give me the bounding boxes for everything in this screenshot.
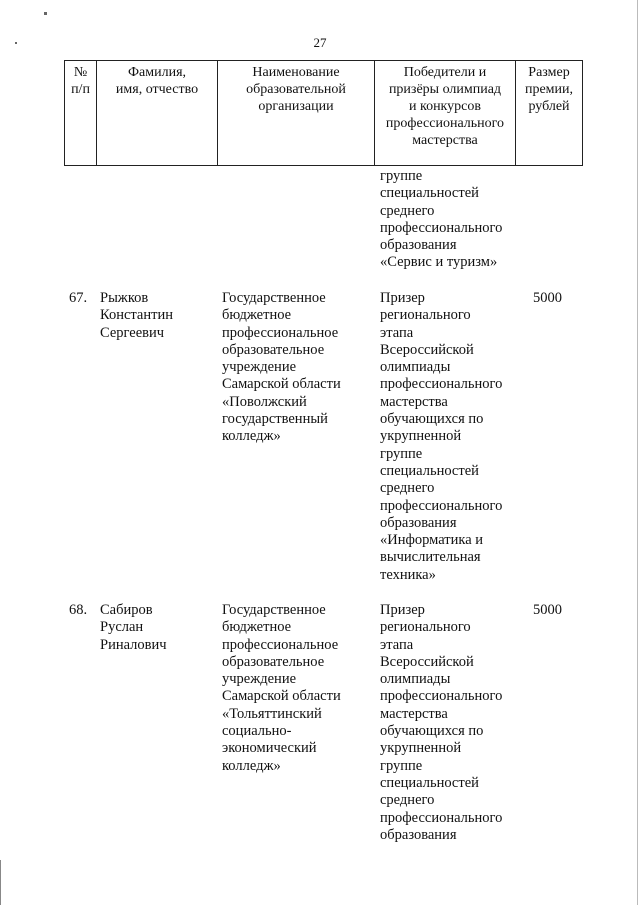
row-name: Сабиров Руслан Риналович — [100, 602, 167, 653]
row-name: Рыжков Константин Сергеевич — [100, 290, 173, 341]
header-prize: Размер премии, рублей — [516, 61, 583, 166]
row-winners: Призер регионального этапа Всероссийской олимпиады профессионального мастерства обучающихся по укрупненной группе специальностей среднего профессионального образования — [380, 602, 503, 843]
row-num: 68. — [69, 602, 88, 618]
row-prize: 5000 — [533, 290, 562, 306]
header-winners: Победители и призёры олимпиад и конкурсов профессионального мастерства — [375, 61, 516, 166]
scan-edge-left — [0, 860, 1, 905]
row-num: 67. — [69, 290, 88, 306]
continuation-winners: группе специальностей среднего профессионального образования «Сервис и туризм» — [380, 168, 503, 271]
scan-edge-right — [637, 0, 638, 905]
table-header — [64, 60, 583, 166]
row-winners: Призер регионального этапа Всероссийской олимпиады профессионального мастерства обучающихся по укрупненной группе специальностей среднего профессионального образования «Информатика и вычислительная техника» — [380, 290, 503, 583]
row-prize: 5000 — [533, 602, 562, 618]
header-name: Фамилия, имя, отчество — [97, 61, 218, 166]
row-org: Государственное бюджетное профессиональное образовательное учреждение Самарской области «Поволжский государственный колледж» — [222, 290, 341, 445]
header-org: Наименование образовательной организации — [218, 61, 375, 166]
row-org: Государственное бюджетное профессиональное образовательное учреждение Самарской области «Тольяттинский социально- экономический колледж» — [222, 602, 341, 774]
page-number: 27 — [313, 35, 327, 50]
scan-mark-top — [44, 12, 47, 15]
header-num: № п/п — [65, 61, 97, 166]
